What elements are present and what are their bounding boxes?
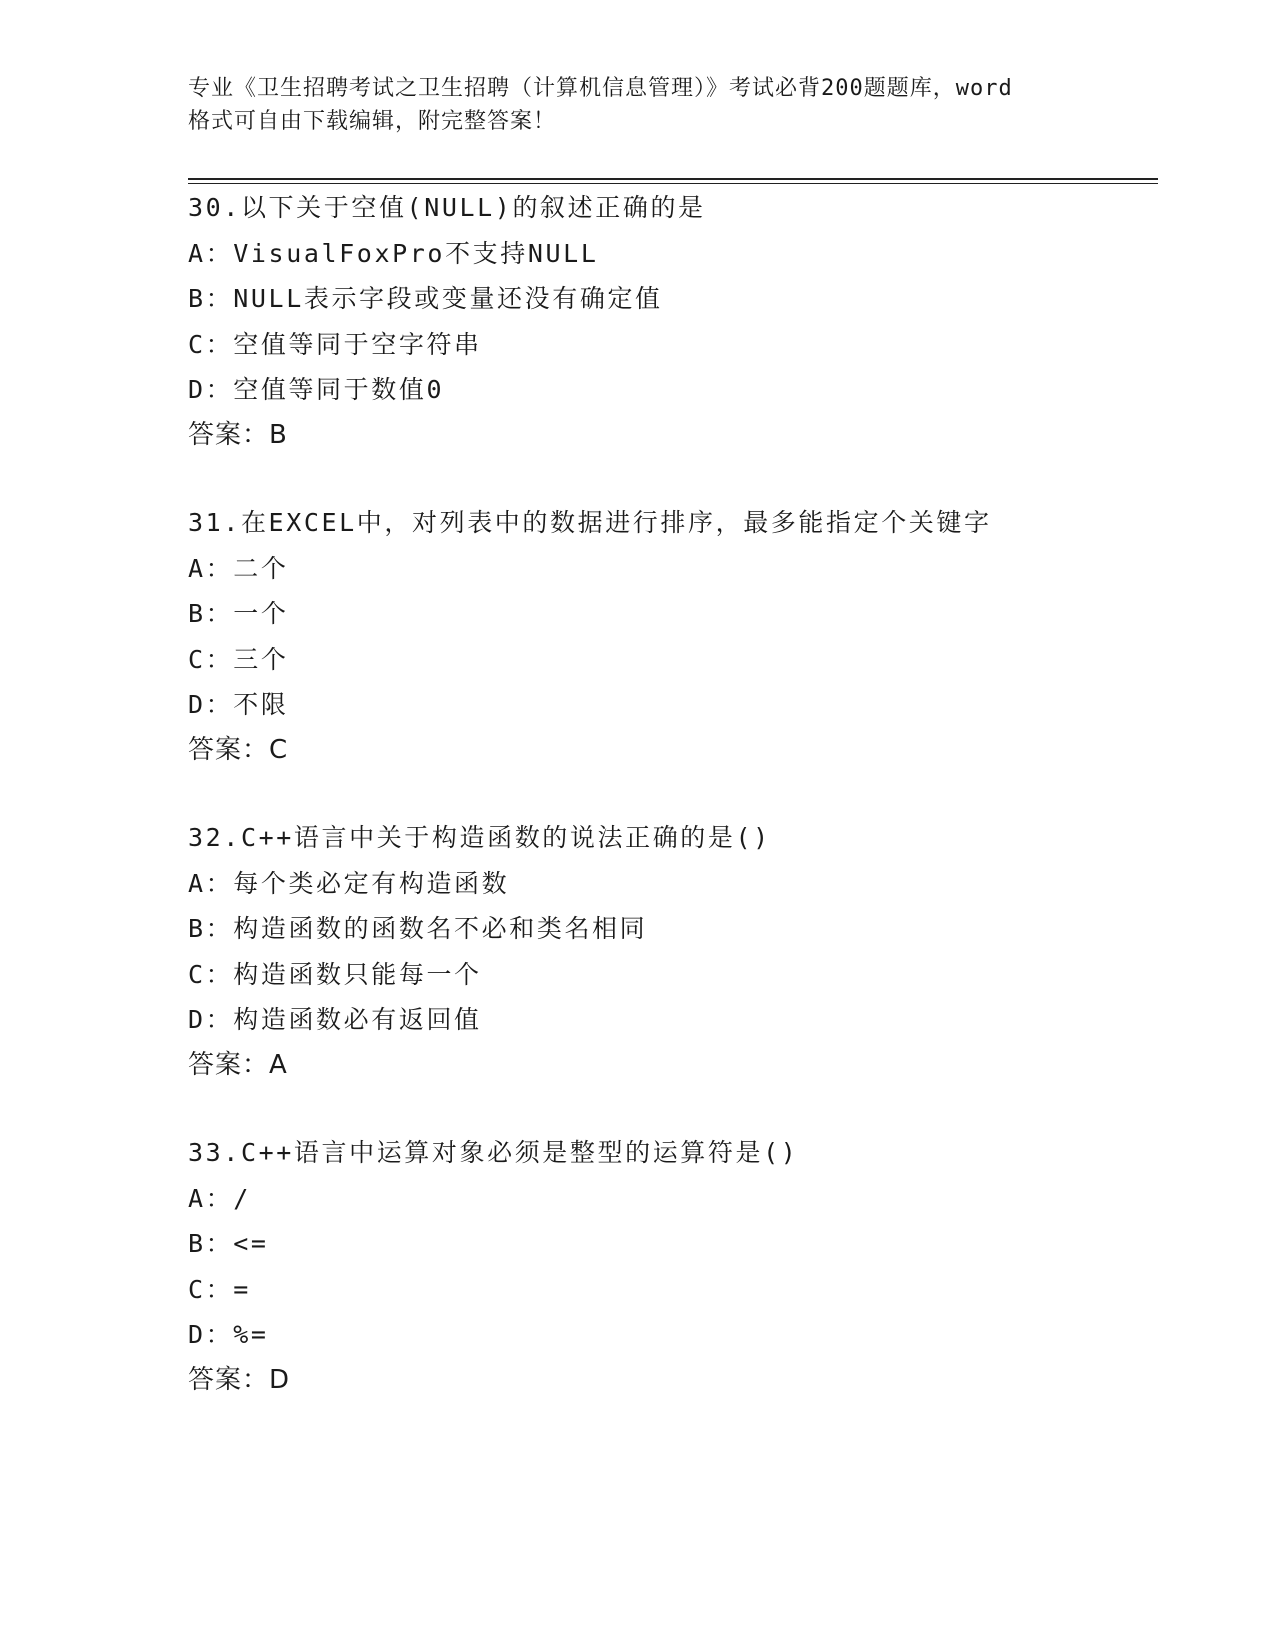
header-divider xyxy=(188,178,1158,180)
question-stem: 33.C++语言中运算对象必须是整型的运算符是() xyxy=(188,1138,799,1167)
answer-line: 答案：B xyxy=(188,419,288,450)
answer-line: 答案：A xyxy=(188,1049,288,1080)
question-block xyxy=(188,1130,1148,1403)
option-a: A：VisualFoxPro不支持NULL xyxy=(188,238,599,268)
option-a: A：/ xyxy=(188,1183,251,1213)
option-b: B：<= xyxy=(188,1229,269,1258)
option-d: D：构造函数必有返回值 xyxy=(188,1005,482,1034)
option-d: D：%= xyxy=(188,1320,269,1349)
header-divider-thin xyxy=(188,183,1158,184)
answer-line: 答案：C xyxy=(188,734,289,765)
question-block xyxy=(188,185,1148,458)
question-stem: 30.以下关于空值(NULL)的叙述正确的是 xyxy=(188,193,706,222)
option-b: B：构造函数的函数名不必和类名相同 xyxy=(188,914,648,943)
option-a: A：每个类必定有构造函数 xyxy=(188,868,510,898)
question-block xyxy=(188,500,1148,773)
option-c: C：空值等同于空字符串 xyxy=(188,329,482,359)
option-c: C：构造函数只能每一个 xyxy=(188,959,482,989)
question-stem: 31.在EXCEL中，对列表中的数据进行排序，最多能指定个关键字 xyxy=(188,508,992,537)
option-b: B：NULL表示字段或变量还没有确定值 xyxy=(188,284,663,313)
option-b: B：一个 xyxy=(188,599,289,628)
question-block xyxy=(188,815,1148,1088)
question-stem: 32.C++语言中关于构造函数的说法正确的是() xyxy=(188,823,771,852)
option-d: D：不限 xyxy=(188,690,289,719)
option-d: D：空值等同于数值0 xyxy=(188,375,445,404)
option-c: C：= xyxy=(188,1274,251,1304)
header-line-1: 专业《卫生招聘考试之卫生招聘（计算机信息管理）》考试必背200题题库，word xyxy=(188,76,1013,101)
option-a: A：二个 xyxy=(188,553,289,583)
header-line-2: 格式可自由下载编辑，附完整答案！ xyxy=(188,109,557,134)
option-c: C：三个 xyxy=(188,644,289,674)
answer-line: 答案：D xyxy=(188,1364,291,1395)
document-header xyxy=(188,72,1108,138)
